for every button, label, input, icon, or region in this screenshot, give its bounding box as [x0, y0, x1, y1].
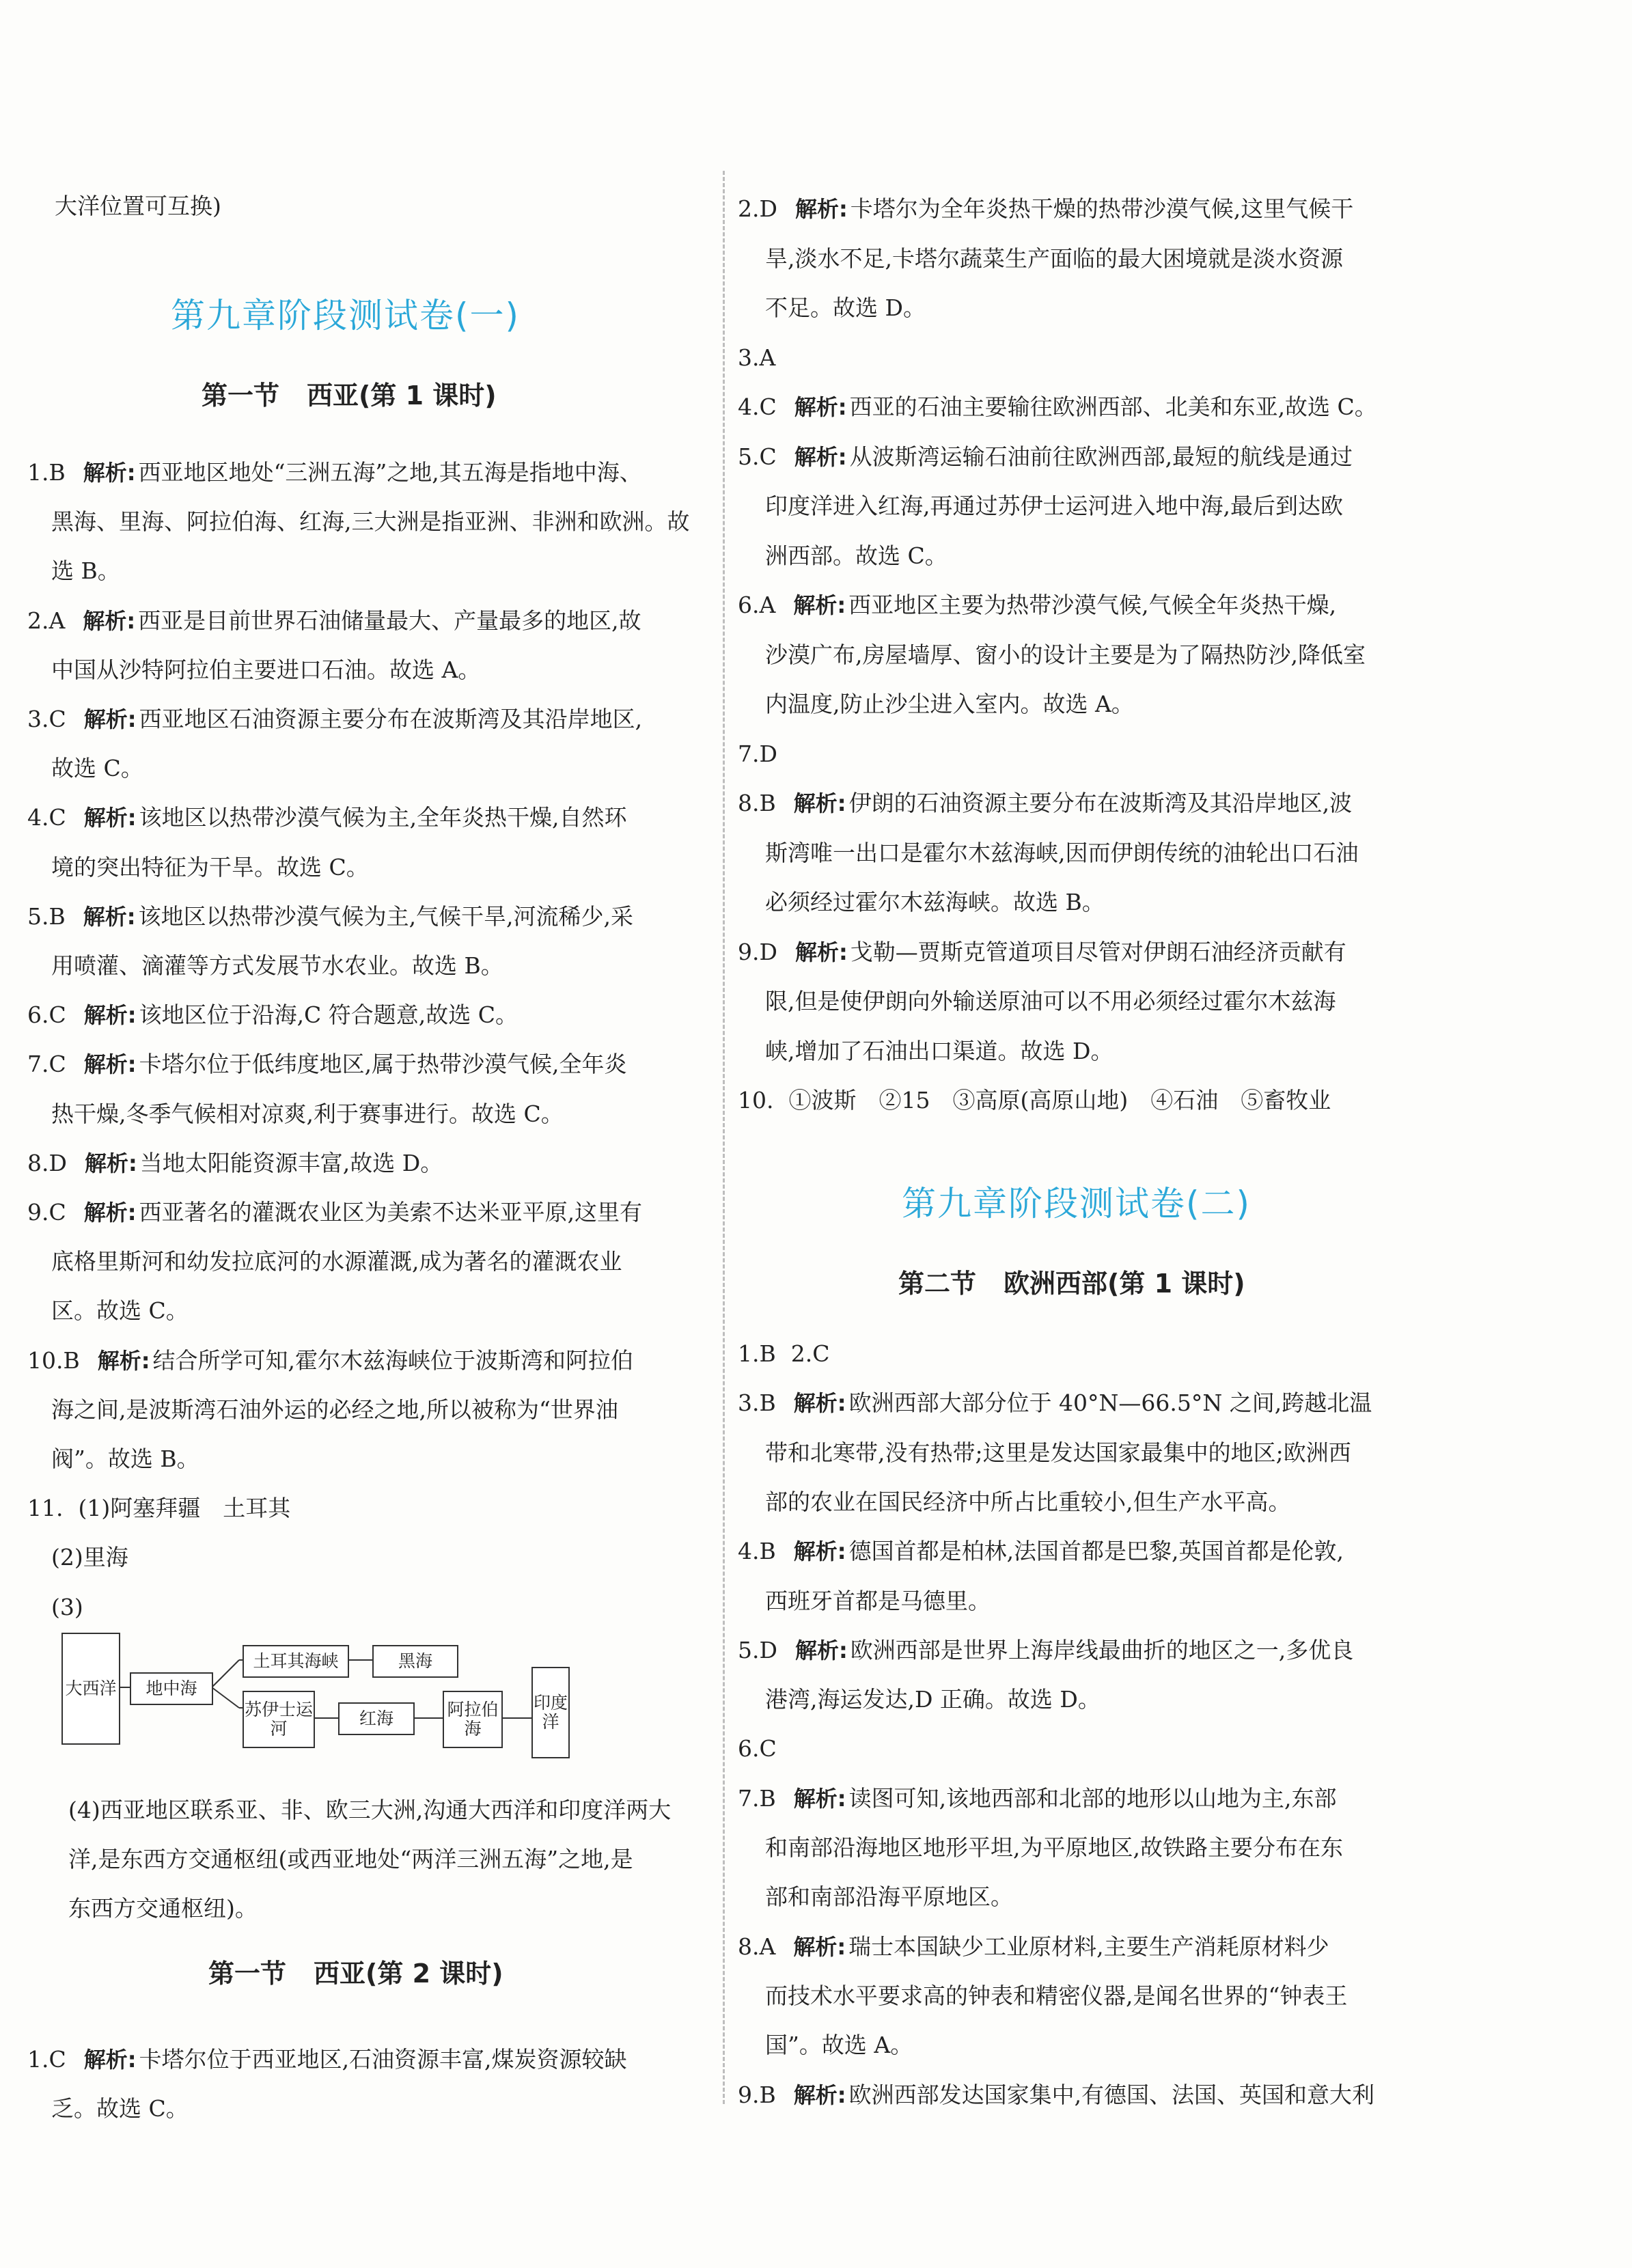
- answer-text: 黑海、里海、阿拉伯海、红海,三大洲是指亚洲、非洲和欧洲。故: [51, 508, 690, 536]
- answer-line: [27, 2046, 627, 2073]
- answer-line: [765, 840, 1359, 867]
- answer-text: 当地太阳能资源丰富,故选 D。: [139, 1149, 443, 1176]
- question-number: 8.D: [27, 1149, 67, 1176]
- answer-line: [738, 1933, 1329, 1961]
- top-line: 大洋位置可互换): [55, 193, 221, 219]
- analysis-label: 解析:: [84, 1150, 137, 1176]
- question-number: 1.B: [27, 459, 66, 486]
- answer-text: 限,但是使伊朗向外输送原油可以不用必须经过霍尔木兹海: [765, 988, 1336, 1014]
- analysis-label: 解析:: [83, 706, 137, 732]
- answer-line: [738, 195, 1353, 223]
- answer-line: [765, 1686, 1101, 1713]
- analysis-label: 解析:: [83, 903, 136, 930]
- answer-line: [738, 790, 1352, 817]
- analysis-label: 解析:: [793, 1390, 846, 1417]
- answer-line: [738, 939, 1346, 966]
- question-number: 2.A: [27, 607, 66, 634]
- answer-line: [738, 443, 1353, 471]
- question-number: 3.C: [27, 706, 66, 732]
- analysis-label: 解析:: [793, 2082, 846, 2108]
- answer-text: 而技术水平要求高的钟表和精密仪器,是闻名世界的“钟表王: [765, 1982, 1348, 2009]
- answer-line: [738, 1389, 1372, 1417]
- analysis-label: 解析:: [793, 592, 846, 618]
- answer-text: 卡塔尔为全年炎热干燥的热带沙漠气候,这里气候干: [850, 195, 1354, 222]
- analysis-label: 解析:: [793, 1538, 846, 1565]
- chapter-title-1: 第九章阶段测试卷(一): [171, 296, 521, 335]
- question-number: 11.: [27, 1495, 64, 1522]
- suez-canal-box: 苏伊士运河: [243, 1691, 315, 1748]
- answer-text: 和南部沿海地区地形平坦,为平原地区,故铁路主要分布在东: [765, 1834, 1343, 1861]
- analysis-label: 解析:: [83, 805, 137, 831]
- answer-text: (1)阿塞拜疆 土耳其: [78, 1495, 291, 1522]
- answer-text: 从波斯湾运输石油前往欧洲西部,最短的航线是通过: [849, 443, 1353, 470]
- analysis-label: 解析:: [794, 394, 847, 420]
- answer-line: [765, 691, 1134, 718]
- answer-line: (4)西亚地区联系亚、非、欧三大洲,沟通大西洋和印度洋两大: [68, 1797, 672, 1823]
- answer-line: [51, 2095, 189, 2122]
- analysis-label: 解析:: [794, 196, 848, 222]
- answer-text: 印度洋进入红海,再通过苏伊士运河进入地中海,最后到达欧: [765, 493, 1343, 519]
- turkish-strait-box: 土耳其海峡: [243, 1645, 349, 1678]
- analysis-label: 解析:: [83, 1200, 137, 1226]
- answer-text: 欧洲西部发达国家集中,有德国、法国、英国和意大利: [848, 2081, 1375, 2108]
- analysis-label: 解析:: [794, 1637, 848, 1663]
- answer-line: [765, 1439, 1351, 1467]
- mediterranean-box: 地中海: [130, 1672, 213, 1705]
- column-divider: [723, 171, 725, 2104]
- analysis-label: 解析:: [83, 1051, 137, 1078]
- answer-text: 德国首都是柏林,法国首都是巴黎,英国首都是伦敦,: [848, 1538, 1344, 1565]
- arabian-sea-box: 阿拉伯海: [443, 1691, 503, 1748]
- question-number: 9.D: [738, 938, 777, 965]
- answer-text: 欧洲西部大部分位于 40°N—66.5°N 之间,跨越北温: [848, 1389, 1372, 1417]
- answer-text: 必须经过霍尔木兹海峡。故选 B。: [765, 889, 1105, 915]
- answer-text: 西亚的石油主要输往欧洲西部、北美和东亚,故选 C。: [849, 393, 1377, 420]
- answer-text: 西亚地区石油资源主要分布在波斯湾及其沿岸地区,: [139, 706, 643, 732]
- diagram-connectors: [27, 0, 710, 2268]
- indian-ocean-box: 印度洋: [531, 1667, 570, 1758]
- answer-text: 带和北寒带,没有热带;这里是发达国家最集中的地区;欧洲西: [765, 1439, 1351, 1466]
- answer-text: 伊朗的石油资源主要分布在波斯湾及其沿岸地区,波: [848, 790, 1353, 816]
- question-number: 1.B: [738, 1340, 776, 1367]
- question-number: 4.B: [738, 1538, 776, 1565]
- question-number: 7.B: [738, 1784, 776, 1812]
- answer-text: 西亚地区主要为热带沙漠气候,气候全年炎热干燥,: [848, 592, 1337, 618]
- answer-line: [765, 641, 1366, 669]
- analysis-label: 解析:: [793, 1933, 846, 1960]
- answer-text: (3): [51, 1593, 83, 1620]
- answer-line: [738, 2082, 1374, 2109]
- analysis-label: 解析:: [794, 443, 847, 470]
- question-number: 6.C: [738, 1735, 777, 1762]
- question-number: 10.B: [27, 1346, 80, 1374]
- question-number: 4.C: [738, 393, 777, 420]
- analysis-label: 解析:: [83, 607, 136, 634]
- answer-line: [765, 294, 926, 322]
- question-number: 9.B: [738, 2081, 776, 2108]
- analysis-label: 解析:: [793, 1785, 846, 1812]
- answer-text: 欧洲西部是世界上海岸线最曲折的地区之一,多优良: [850, 1636, 1354, 1663]
- chapter-title-2: 第九章阶段测试卷(二): [902, 1184, 1251, 1223]
- answer-text: 国”。故选 A。: [765, 2032, 913, 2059]
- answer-text: 戈勒—贾斯克管道项目尽管对伊朗石油经济贡献有: [850, 938, 1346, 965]
- analysis-label: 解析:: [83, 1002, 137, 1029]
- answer-text: 斯湾唯一出口是霍尔木兹海峡,因而伊朗传统的油轮出口石油: [765, 839, 1359, 866]
- answer-line: [765, 493, 1343, 520]
- answer-text: 境的突出特征为干旱。故选 C。: [51, 853, 369, 881]
- section-heading-3: 第二节 欧洲西部(第 1 课时): [898, 1269, 1245, 1299]
- answer-text: ①波斯 ②15 ③高原(高原山地) ④石油 ⑤畜牧业: [788, 1087, 1331, 1114]
- question-number: 2.D: [738, 195, 777, 222]
- question-number: 6.C: [27, 1001, 66, 1029]
- answer-text: 旱,淡水不足,卡塔尔蔬菜生产面临的最大困境就是淡水资源: [765, 245, 1343, 272]
- answer-line: [738, 344, 775, 372]
- answer-text: 沙漠广布,房屋墙厚、窗小的设计主要是为了隔热防沙,降低室: [765, 641, 1366, 668]
- question-number: 1.C: [27, 2046, 66, 2073]
- answer-line: [765, 245, 1343, 273]
- answer-text: 乏。故选 C。: [51, 2095, 189, 2122]
- question-number: 7.D: [738, 740, 777, 767]
- answer-text: 瑞士本国缺少工业原材料,主要生产消耗原材料少: [848, 1933, 1329, 1960]
- answer-text: 卡塔尔位于低纬度地区,属于热带沙漠气候,全年炎: [139, 1051, 627, 1078]
- section-heading-2: 第一节 西亚(第 2 课时): [208, 1959, 503, 1989]
- question-number: 5.D: [738, 1636, 777, 1663]
- answer-line: [738, 1340, 830, 1368]
- answer-line: 洋,是东西方交通枢纽(或西亚地处“两洋三洲五海”之地,是: [68, 1846, 633, 1872]
- question-number: 8.A: [738, 1933, 776, 1960]
- answer-text: 中国从沙特阿拉伯主要进口石油。故选 A。: [51, 656, 481, 683]
- answer-text: 部和南部沿海平原地区。: [765, 1883, 1013, 1911]
- answer-line: [765, 542, 948, 570]
- answer-line: [738, 393, 1377, 421]
- answer-line: [765, 1834, 1343, 1862]
- answer-text: 选 B。: [51, 557, 120, 585]
- answer-text: 西亚著名的灌溉农业区为美索不达米亚平原,这里有: [139, 1199, 643, 1226]
- answer-text: 海之间,是波斯湾石油外运的必经之地,所以被称为“世界油: [51, 1396, 618, 1423]
- answer-line: [765, 988, 1336, 1015]
- answer-line: [765, 2032, 913, 2059]
- question-number: 6.A: [738, 592, 776, 618]
- answer-text: 港湾,海运发达,D 正确。故选 D。: [765, 1686, 1101, 1713]
- question-number: 10.: [738, 1087, 774, 1114]
- answer-text: 内温度,防止沙尘进入室内。故选 A。: [765, 691, 1134, 717]
- answer-line: 东西方交通枢纽)。: [68, 1895, 258, 1922]
- answer-text: 阀”。故选 B。: [51, 1446, 199, 1472]
- question-number: 5.C: [738, 443, 777, 470]
- answer-line: [765, 1588, 991, 1615]
- analysis-label: 解析:: [793, 790, 846, 816]
- black-sea-box: 黑海: [372, 1645, 458, 1678]
- answer-line: [765, 1982, 1347, 2010]
- answer-line: [738, 1538, 1344, 1565]
- answer-text: 卡塔尔位于西亚地区,石油资源丰富,煤炭资源较缺: [139, 2046, 627, 2073]
- analysis-label: 解析:: [794, 939, 848, 965]
- answer-text: 该地区以热带沙漠气候为主,气候干旱,河流稀少,采: [138, 902, 634, 930]
- answer-text: 读图可知,该地西部和北部的地形以山地为主,东部: [848, 1784, 1337, 1812]
- answer-text: 用喷灌、滴灌等方式发展节水农业。故选 B。: [51, 952, 503, 979]
- answer-text: 不足。故选 D。: [765, 294, 926, 321]
- red-sea-box: 红海: [338, 1702, 415, 1735]
- answer-text: 结合所学可知,霍尔木兹海峡位于波斯湾和阿拉伯: [152, 1346, 634, 1374]
- analysis-label: 解析:: [83, 2047, 137, 2073]
- question-number: 8.B: [738, 790, 776, 816]
- answer-text: 西亚是目前世界石油储量最大、产量最多的地区,故: [138, 607, 641, 634]
- question-number: 5.B: [27, 902, 66, 930]
- question-number: 9.C: [27, 1199, 66, 1226]
- answer-text: 热干燥,冬季气候相对凉爽,利于赛事进行。故选 C。: [51, 1100, 564, 1127]
- question-number: 3.B: [738, 1389, 776, 1417]
- answer-line: [765, 1489, 1291, 1516]
- atlantic-box: 大西洋: [61, 1633, 120, 1745]
- question-number: 3.A: [738, 344, 776, 371]
- answer-line: [765, 889, 1105, 916]
- section-heading-1: 第一节 西亚(第 1 课时): [202, 381, 497, 411]
- question-number: 4.C: [27, 804, 66, 831]
- answer-line: [738, 1087, 1331, 1114]
- answer-line: [738, 1785, 1337, 1812]
- answer-line: [738, 1637, 1353, 1664]
- answer-text: 该地区以热带沙漠气候为主,全年炎热干燥,自然环: [139, 804, 627, 831]
- answer-line: [765, 1883, 1013, 1911]
- answer-text: 2.C: [790, 1340, 830, 1367]
- answer-text: 西班牙首都是马德里。: [765, 1587, 991, 1614]
- answer-text: 西亚地区地处“三洲五海”之地,其五海是指地中海、: [138, 459, 642, 486]
- answer-line: [738, 1735, 777, 1762]
- question-number: 7.C: [27, 1051, 66, 1078]
- analysis-label: 解析:: [83, 460, 136, 486]
- answer-text: 部的农业在国民经济中所占比重较小,但生产水平高。: [765, 1488, 1291, 1515]
- answer-text: (2)里海: [51, 1544, 128, 1571]
- analysis-label: 解析:: [97, 1347, 150, 1374]
- answer-text: 底格里斯河和幼发拉底河的水源灌溉,成为著名的灌溉农业: [51, 1248, 622, 1275]
- answer-text: 峡,增加了石油出口渠道。故选 D。: [765, 1037, 1114, 1064]
- answer-line: [765, 1038, 1113, 1065]
- answer-text: 区。故选 C。: [51, 1297, 189, 1325]
- answer-text: 故选 C。: [51, 755, 143, 782]
- answer-text: 洲西部。故选 C。: [765, 542, 948, 569]
- answer-line: [738, 741, 777, 768]
- answer-text: 该地区位于沿海,C 符合题意,故选 C。: [139, 1001, 518, 1029]
- answer-line: [738, 592, 1336, 619]
